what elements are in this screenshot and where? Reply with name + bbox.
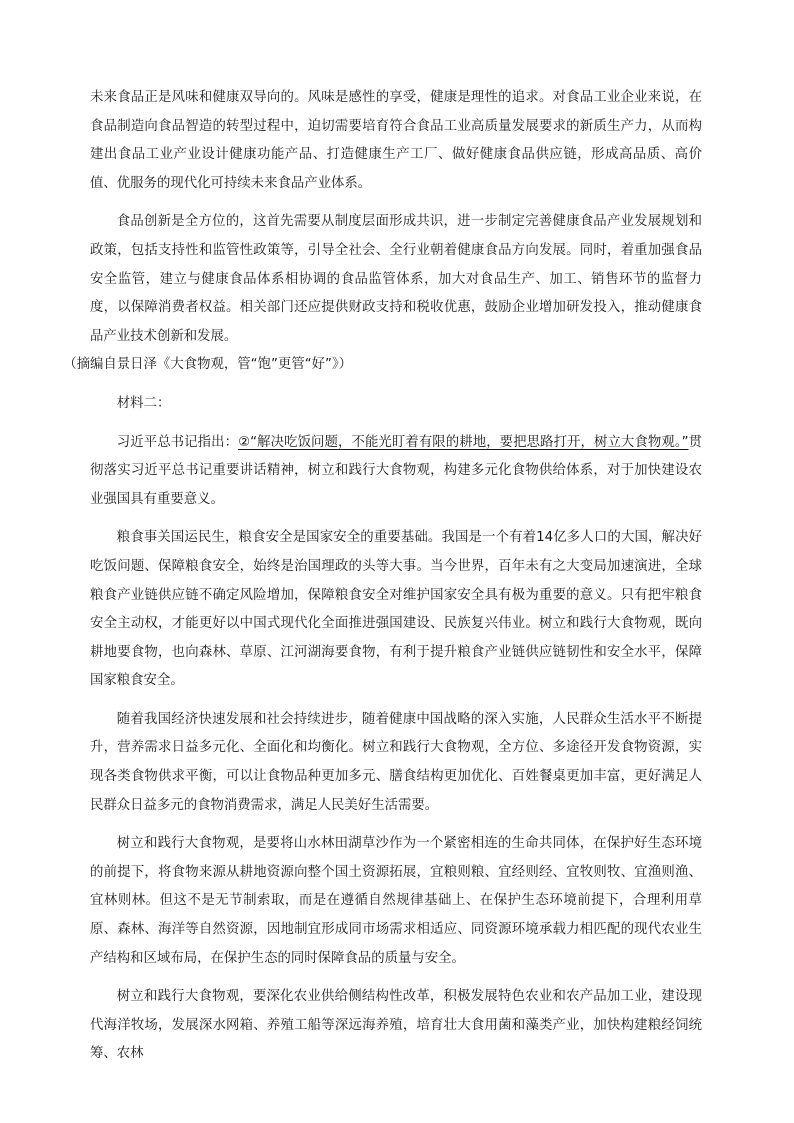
material2-paragraph-5 [90, 983, 702, 1069]
source-citation: （摘编自景日泽《大食物观，管“饱”更管“好”》） [63, 357, 353, 373]
material2-label [90, 390, 702, 419]
material2-paragraph-4 [90, 830, 702, 973]
document-body [63, 84, 703, 1079]
material2-paragraph-5-text: 树立和践行大食物观，要深化农业供给侧结构性改革，积极发展特色农业和农产品加工业，建设现代海洋牧场，发展深水网箱、养殖工船等深远海养殖，培育壮大食用菌和藻类产业，加快构建粮经饲统筹、农林 [90, 989, 702, 1062]
material1-paragraph-2-text: 食品创新是全方位的，这首先需要从制度层面形成共识，进一步制定完善健康食品产业发展规划和政策，包括支持性和监管性政策等，引导全社会、全行业朝着健康食品方向发展。同时，着重加强食品安全监管，建立与健康食品体系相协调的食品监管体系，加大对食品生产、加工、销售环节的监督力度，以保障消费者权益。相关部门还应提供财政支持和税收优惠，鼓励企业增加研发投入，推动健康食品产业技术创新和发展。 [90, 214, 702, 344]
material2-paragraph-2-text: 粮食事关国运民生，粮食安全是国家安全的重要基础。我国是一个有着14亿多人口的大国，解决好吃饭问题、保障粮食安全，始终是治国理政的头等大事。当今世界，百年未有之大变局加速演进，全球粮食产业链供应链不确定风险增加，保障粮食安全对维护国家安全具有极为重要的意义。只有把牢粮食安全主动权，才能更好以中国式现代化全面推进强国建设、民族复兴伟业。树立和践行大食物观，既向耕地要食物，也向森林、草原、江河湖海要食物，有利于提升粮食产业链供应链韧性和安全水平，保障国家粮食安全。 [90, 530, 702, 689]
material2-paragraph-3-text: 随着我国经济快速发展和社会持续进步，随着健康中国战略的深入实施，人民群众生活水平不断提升，营养需求日益多元化、全面化和均衡化。树立和践行大食物观，全方位、多途径开发食物资源，实现各类食物供求平衡，可以让食物品种更加多元、膳食结构更加优化、百姓餐桌更加丰富，更好满足人民群众日益多元的食物消费需求，满足人民美好生活需要。 [90, 711, 702, 813]
material2-paragraph-4-text: 树立和践行大食物观，是要将山水林田湖草沙作为一个紧密相连的生命共同体，在保护好生态环境的前提下，将食物来源从耕地资源向整个国土资源拓展，宜粮则粮、宜经则经、宜牧则牧、宜渔则渔、宜林则林。但这不是无节制索取，而是在遵循自然规律基础上、在保护生态环境前提下，合理利用草原、森林、海洋等自然资源，因地制宜形成同市场需求相适应、同资源环境承载力相匹配的现代农业生产结构和区域布局，在保护生态的同时保障食品的质量与安全。 [90, 836, 702, 966]
quote-intro: 习近平总书记指出： [116, 434, 239, 450]
material2-paragraph-1-rest: 贯彻落实习近平总书记重要讲话精神，树立和践行大食物观，构建多元化食物供给体系，对于加快建设农业强国具有重要意义。 [90, 434, 703, 507]
material1-paragraph-1 [90, 84, 702, 198]
material2-paragraph-2 [90, 524, 702, 696]
material1-paragraph-1-text: 未来食品正是风味和健康双导向的。风味是感性的享受，健康是理性的追求。对食品工业企业来说，在食品制造向食品智造的转型过程中，迫切需要培育符合食品工业高质量发展要求的新质生产力，从而构建出食品工业产业设计健康功能产品、打造健康生产工厂、做好健康食品供应链，形成高品质、高价值、优服务的现代化可持续未来食品产业体系。 [90, 90, 702, 191]
underlined-quote: ②“解决吃饭问题，不能光盯着有限的耕地，要把思路打开，树立大食物观。” [238, 434, 689, 450]
material1-paragraph-2 [63, 208, 702, 380]
material2-paragraph-1 [90, 429, 702, 515]
material2-label-text: 材料二： [116, 395, 171, 411]
material2-paragraph-3 [90, 706, 702, 820]
